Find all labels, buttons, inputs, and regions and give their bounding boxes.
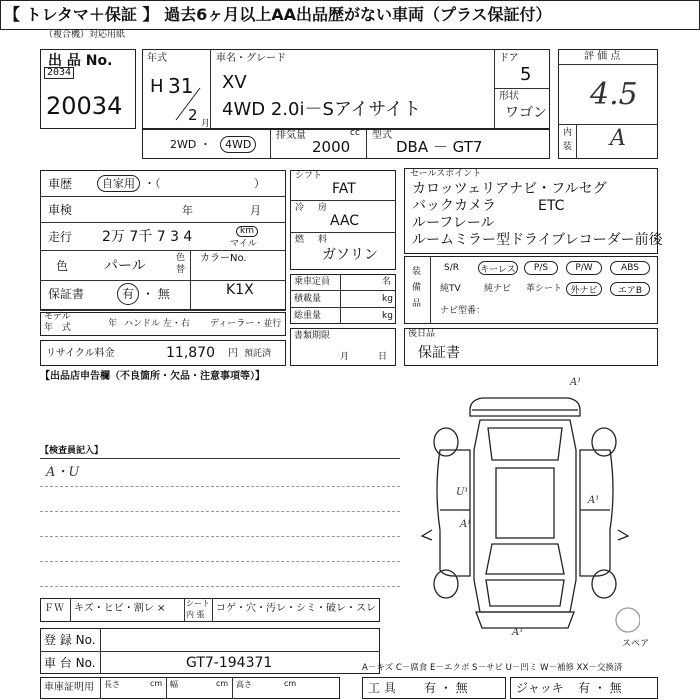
handle-label: ハンドル 左・右 — [124, 319, 190, 329]
equip-sr: S/R — [444, 263, 459, 273]
interior-value: A — [610, 126, 626, 151]
year-month: 2 — [188, 106, 198, 124]
car-diagram — [410, 377, 640, 640]
shift-label: シフト — [295, 171, 323, 181]
drive-selected: 4WD — [220, 136, 256, 153]
equip-pw: P/W — [566, 261, 602, 275]
seat-label-1: シート — [186, 599, 210, 608]
year-era: H — [150, 76, 164, 97]
equip-airbag: エアB — [610, 282, 650, 296]
mileage-value: 2万 7千 7 3 4 — [102, 229, 193, 245]
fuel-label-2: 料 — [318, 235, 328, 245]
drive-text: 2WD ・ — [170, 138, 211, 151]
lot-number: 20034 — [46, 92, 123, 120]
mileage-label: 走行 — [48, 230, 73, 244]
tools-label: 工 具 — [368, 681, 396, 695]
documents-label: 書類期限 — [294, 331, 331, 341]
color-change-1: 色 — [176, 253, 186, 263]
color-change-2: 替 — [176, 265, 186, 275]
type-label: 型式 — [372, 130, 392, 141]
recycle-unit: 円 — [228, 348, 238, 359]
history-label: 車歴 — [48, 177, 73, 191]
score-label: 評 価 点 — [584, 51, 621, 62]
ac-label-1: 冷 — [295, 203, 305, 213]
fuel-value: ガソリン — [322, 247, 378, 263]
year-label: 年式 — [147, 53, 167, 64]
height-label: 高さ — [236, 680, 252, 689]
sales-point-4: ルームミラー型ドライブレコーダー前後 — [412, 232, 663, 248]
score-value: 4.5 — [590, 77, 638, 112]
displacement-value: 2000 — [312, 138, 351, 156]
damage-codes: A－キズ C－腐食 E－エクボ S－サビ U－凹ミ W－補修 XX－交換済 — [362, 663, 623, 673]
sales-point-2: バックカメラ ETC — [412, 198, 565, 214]
year-month-unit: 月 — [201, 119, 211, 129]
displacement-unit: cc — [350, 128, 360, 138]
diagram-mark-rear: A¹ — [570, 377, 582, 388]
recycle-note: 預託済 — [244, 349, 272, 359]
fuel-label-1: 燃 — [295, 235, 305, 245]
tools-value: 有 ・ 無 — [424, 681, 468, 695]
height-cm: cm — [284, 679, 297, 688]
model-year-label-1: モデル — [44, 312, 71, 322]
header-title: 【 トレタマ＋保証 】 過去6ヶ月以上AA出品歴がない車両（プラス保証付） — [4, 5, 552, 24]
diagram-mark-left-lower: A¹ — [460, 519, 472, 530]
equipment-label-3: 品 — [412, 299, 422, 309]
seller-notes-label: 【出品店申告欄（不良箇所・欠品・注意事項等）】 — [40, 371, 265, 382]
jack-label: ジャッキ — [516, 681, 564, 695]
length-label: 長さ — [104, 680, 120, 689]
inspection-year: 年 — [182, 204, 193, 217]
equip-ext-navi: 外ナビ — [566, 282, 602, 296]
door-label: ドア — [499, 53, 519, 64]
mileage-unit-km: km — [236, 226, 258, 237]
jack-value: 有 ・ 無 — [578, 681, 622, 695]
capacity-label-2: 積載量 — [294, 294, 322, 304]
diagram-mark-right: A¹ — [588, 495, 600, 506]
shape-label: 形状 — [499, 91, 519, 102]
diagram-mark-front: A¹ — [512, 627, 524, 638]
model-label: 車名・グレード — [216, 53, 286, 64]
fw-label: ＦＷ — [44, 603, 64, 614]
spare-label: スペア — [622, 639, 650, 649]
length-cm: cm — [150, 679, 163, 688]
equipment-label-1: 装 — [412, 267, 422, 277]
warranty-text: ・ 無 — [142, 287, 170, 301]
equip-abs: ABS — [610, 261, 650, 275]
warranty-selected: 有 — [122, 287, 135, 301]
lot-stamp: 2034 — [44, 67, 74, 79]
color-value: パール — [104, 258, 146, 274]
year-value: 31 — [168, 74, 194, 98]
inspection-label: 車検 — [48, 203, 73, 217]
capacity-label-3: 総重量 — [294, 311, 322, 321]
seat-text: コゲ・穴・汚レ・シミ・破レ・スレ — [216, 603, 376, 614]
history-text: ・（ — [144, 177, 161, 190]
color-code-label: カラーNo. — [200, 253, 247, 264]
interior-label-1: 内 — [563, 128, 573, 138]
model-year-label-2: 年 式 — [44, 323, 72, 333]
lot-label: 出 品 No. — [48, 53, 113, 69]
seat-label-2: 内 張 — [186, 610, 205, 619]
warranty-label: 保証書 — [48, 287, 85, 301]
width-label: 幅 — [170, 680, 178, 689]
history-selected: 自家用 — [97, 175, 140, 192]
dealer-label: ディーラー・並行 — [210, 319, 282, 329]
sales-point-1: カロッツェリアナビ・フルセグ — [412, 181, 607, 197]
history-close: ） — [254, 177, 265, 190]
documents-day: 日 — [378, 352, 388, 362]
cert-label: 車庫証明用 — [44, 682, 94, 693]
ac-value: AAC — [330, 213, 360, 229]
equip-tv: 純TV — [440, 284, 461, 294]
color-label: 色 — [56, 259, 69, 273]
capacity-unit-1: 名 — [382, 277, 392, 287]
inspector-label: 【検査員記入】 — [40, 446, 104, 456]
fw-text: キズ・ヒビ・割レ × — [74, 603, 166, 614]
sales-point-3: ルーフレール — [412, 215, 495, 231]
capacity-unit-2: kg — [382, 294, 393, 304]
equipment-label-2: 備 — [412, 283, 422, 293]
color-code: K1X — [226, 282, 254, 298]
inspection-month: 月 — [250, 204, 261, 217]
equip-ps: P/S — [524, 261, 558, 275]
capacity-unit-3: kg — [382, 311, 393, 321]
type-value: DBA － GT7 — [396, 138, 483, 156]
inspector-note: A・U — [46, 465, 80, 480]
extras-value: 保証書 — [418, 345, 460, 361]
sales-points-label: セールスポイント — [410, 169, 482, 179]
reg-no-label: 登 録 No. — [44, 633, 96, 647]
door-value: 5 — [520, 64, 532, 85]
capacity-label-1: 乗車定員 — [294, 277, 331, 287]
equip-navi: 純ナビ — [484, 284, 512, 294]
model-name: XV — [222, 72, 247, 93]
equip-navi-model: ナビ型番： — [440, 306, 486, 316]
recycle-value: 11,870 — [166, 345, 215, 361]
diagram-mark-left-upper: U¹ — [456, 487, 469, 498]
mileage-unit-mile: マイル — [230, 239, 257, 249]
header-subtitle: （複合機）対応用紙 — [44, 30, 126, 40]
interior-label-2: 装 — [563, 142, 573, 152]
chassis-value: GT7-194371 — [186, 655, 273, 671]
shape-value: ワゴン — [505, 105, 547, 121]
model-grade: 4WD 2.0i－Sアイサイト — [222, 99, 422, 120]
displacement-label: 排気量 — [276, 130, 306, 141]
model-year-unit: 年 — [108, 319, 118, 329]
documents-month: 月 — [340, 352, 350, 362]
chassis-label: 車 台 No. — [44, 656, 96, 670]
shift-value: FAT — [332, 181, 356, 197]
ac-label-2: 房 — [318, 203, 328, 213]
recycle-label: リサイクル料金 — [46, 348, 115, 359]
extras-label: 後日品 — [408, 329, 436, 339]
width-cm: cm — [216, 679, 229, 688]
equip-keyless: キーレス — [478, 261, 518, 275]
equip-leather: 革シート — [526, 284, 563, 294]
